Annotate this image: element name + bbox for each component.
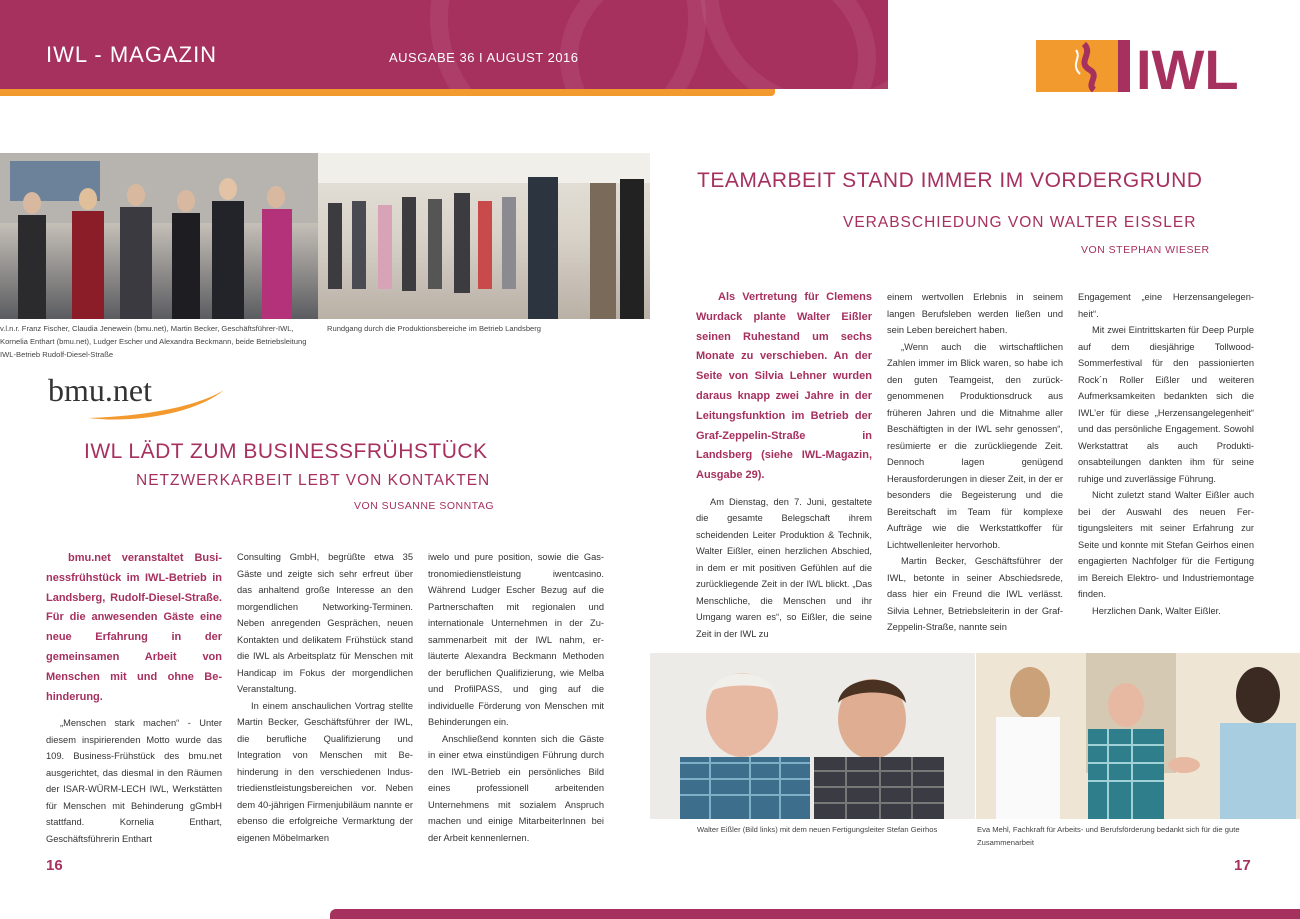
photo-eva-mehl [976, 653, 1300, 819]
left-article-subtitle: NETZWERKARBEIT LEBT VON KONTAKTEN [136, 472, 491, 489]
magazine-title: IWL - MAGAZIN [46, 42, 218, 67]
right-column-2 [887, 289, 1063, 636]
right-article-subtitle: VERABSCHIEDUNG VON WALTER EISSLER [843, 214, 1197, 231]
right-article-title: TEAMARBEIT STAND IMMER IM VORDERGRUND [697, 169, 1203, 192]
left-col2-paragraph-1: Consulting GmbH, begrüßte etwa 35 Gäste und zeigte sich sehr erfreut über das anhaltend große Interesse an den morgendlichen Networking-Terminen. Neben anregenden Gesprächen, neuen Kontakten und delikatem Frühstück stand die IWL als Arbeitsplatz für Menschen mit Handicap im Fokus der morgendlichen Veranstaltung. [237, 552, 413, 694]
right-lead-paragraph: Als Vertretung für Clemens Wurdack plante Walter Eißler seinen Ruhestand um sechs Monate zu verschieben. An der Seite von Silvia Lehner wurden daraus knapp zwei Jahre in der Leitungsfunktion im Betrieb der Graf-Zeppelin-Straße in Landsberg (siehe IWL-Magazin, Ausgabe 29). [696, 291, 872, 482]
left-col3-paragraph-2: Anschließend konnten sich die Gäste in einer etwa einstündigen Führung durch den IWL-Betrieb ein persönliches Bild eines professionell arbeitenden Unternehmens mit sozialem Anspruch machen und einige MitarbeiterInnen bei der Arbeit kennenlernen. [428, 733, 604, 843]
photo-group-portrait [0, 153, 318, 319]
logo-text: IWL [1136, 40, 1239, 92]
right-column-3 [1078, 289, 1254, 619]
right-col1-paragraph: Am Dienstag, den 7. Juni, gestaltete die gesamte Belegschaft ihrem scheidenden Leiter Produktion & Technik, Walter Eißler, einen herzlichen Abschied, in dem er mit positiven Gefühlen auf die zurückliegende Zeit in der IWL blickt. „Das Menschliche, die Menschen und ihr Umgang waren es“, so Eißler, die seine Zeit in der IWL zu [696, 496, 872, 639]
right-col2-paragraph-3: Martin Becker, Geschäftsführer der IWL, betonte in seiner Abschiedsrede, dass hier ein Freund die IWL verlässt. Silvia Lehner, Betriebsleiterin in der Graf-Zeppelin-Straße, nannte sein [887, 556, 1063, 632]
right-col3-paragraph-3: Nicht zuletzt stand Walter Eißler auch bei der Auswahl des neuen Fertigungsleiters mit seiner Erfahrung zur Seite und konnte mit Stefan Geirhos einen engagierten Nachfolger für die Fertigung im Bereich Elektro- und Industriemontage finden. [1078, 490, 1254, 599]
iwl-logo [1036, 40, 1256, 92]
right-col3-paragraph-2: Mit zwei Eintrittskarten für Deep Purple auf dem diesjährige Tollwood-Sommerfestival für den passionierten Rock´n Roller Eißler und weiteren Aufmerksamkeiten bedankten sich die IWL’er für diese „Herzensangelegenheit“ und das persönliche Engagement. Sowohl Werkstattrat als auch Produktionsabteilungen dankten ihm für seine ruhige und zuverlässige Führung. [1078, 325, 1254, 484]
left-col2-paragraph-2: In einem anschaulichen Vortrag stellte Martin Becker, Geschäftsführer der IWL, die berufliche Qualifizierung und Integration von Menschen mit Behinderung in den verschiedenen Industriedienstleistungsbereichen vor. Neben dem 40-jährigen Firmenjubiläum nannte er ebenso die erfolgreiche Vermarktung der eigenen Möbelmarken [237, 700, 413, 843]
issue-label: AUSGABE 36 I AUGUST 2016 [389, 50, 579, 65]
left-column-3 [428, 549, 604, 846]
left-column-2 [237, 549, 413, 846]
photo-caption-right-2: Eva Mehl, Fachkraft für Arbeits- und Berufsförderung bedankt sich für die gute Zusammenarbeit [977, 825, 1240, 847]
left-col3-paragraph-1: iwelo und pure position, sowie die Gastronomiedienstleistung iwentcasino. Während Ludger Escher Bezug auf die Partnerschaften mit regionalen und internationale Unternehmen in der Zusammenarbeit mit der IWL nahm, erläuterte Alexandra Beckmann Methoden der beruflichen Qualifizierung, wie Melba und ProfilPASS, und ging auf die individuelle Förderung von Menschen mit Behinderungen ein. [428, 552, 604, 727]
left-article-author: VON SUSANNE SONNTAG [354, 500, 494, 512]
right-col2-paragraph-2: „Wenn auch die wirtschaftlichen Zahlen immer im Blick waren, so habe ich den guten Teamgeist, den zurückgenommenen Produktionsdruck aus früheren Jahren und die Mitnahme aller Beschäftigten in der IWL sehr genossen“, resümierte er die zurückliegende Zeit. Dennoch lagen genügend Herausforderungen in dieser Zeit, in der er besonders die Begeisterung und die Bereitschaft im Team für komplexe Aufträge wie die Werkstattkoffer für Lichtwellenleiter hervorhob. [887, 341, 1063, 550]
photo-caption-left-2: Rundgang durch die Produktionsbereiche im Betrieb Landsberg [327, 324, 542, 333]
left-article-title: IWL LÄDT ZUM BUSINESSFRÜHSTÜCK [84, 440, 488, 463]
header-accent-line [0, 89, 775, 96]
right-col3-paragraph-4: Herzlichen Dank, Walter Eißler. [1092, 605, 1221, 616]
footer-band [330, 909, 1300, 919]
bmu-swoosh-icon [48, 372, 228, 422]
page-number-left: 16 [46, 857, 63, 874]
photo-tour [318, 153, 650, 319]
right-article-author: VON STEPHAN WIESER [1081, 244, 1210, 256]
photo-caption-right-1: Walter Eißler (Bild links) mit dem neuen Fertigungsleiter Stefan Geirhos [697, 825, 938, 834]
bmu-logo-text: bmu.net [48, 372, 152, 408]
page-number-right: 17 [1234, 857, 1251, 874]
photo-caption-left-1: v.l.n.r. Franz Fischer, Claudia Jenewein (bmu.net), Martin Becker, Geschäftsführer-IWL, Kornelia Enthart (bmu.net), Ludger Escher und Alexandra Beckmann, beide Betriebsleitung IWL-Betrieb Rudolf-Diesel-Straße [0, 324, 307, 359]
left-column-1 [46, 549, 222, 847]
right-col3-paragraph-1: Engagement „eine Herzensangelegenheit“. [1078, 292, 1254, 319]
right-col2-paragraph-1: einem wertvollen Erlebnis in seinem langen Berufsleben werden ließen und sein Leben bereichert haben. [887, 292, 1063, 335]
right-column-1 [696, 288, 872, 642]
left-col1-paragraph: „Menschen stark machen“ - Unter diesem inspirierenden Motto wurde das 109. Business-Frühstück des bmu.net ausgerichtet, das diesmal in den Räumen der ISAR-WÜRM-LECH IWL, Werkstätten für Menschen mit Behinderung gGmbH stattfand. Kornelia Enthart, Geschäftsführerin Enthart [46, 718, 222, 844]
bmu-net-logo [48, 372, 228, 422]
left-lead-paragraph: bmu.net veranstaltet Businessfrühstück im IWL-Betrieb in Landsberg, Rudolf-Diesel-Straße. Für die anwesenden Gäste eine neue Erfahrung in der gemeinsamen Arbeit von Menschen mit und ohne Behinderung. [46, 552, 222, 703]
photo-eissler-geirhos [650, 653, 975, 819]
